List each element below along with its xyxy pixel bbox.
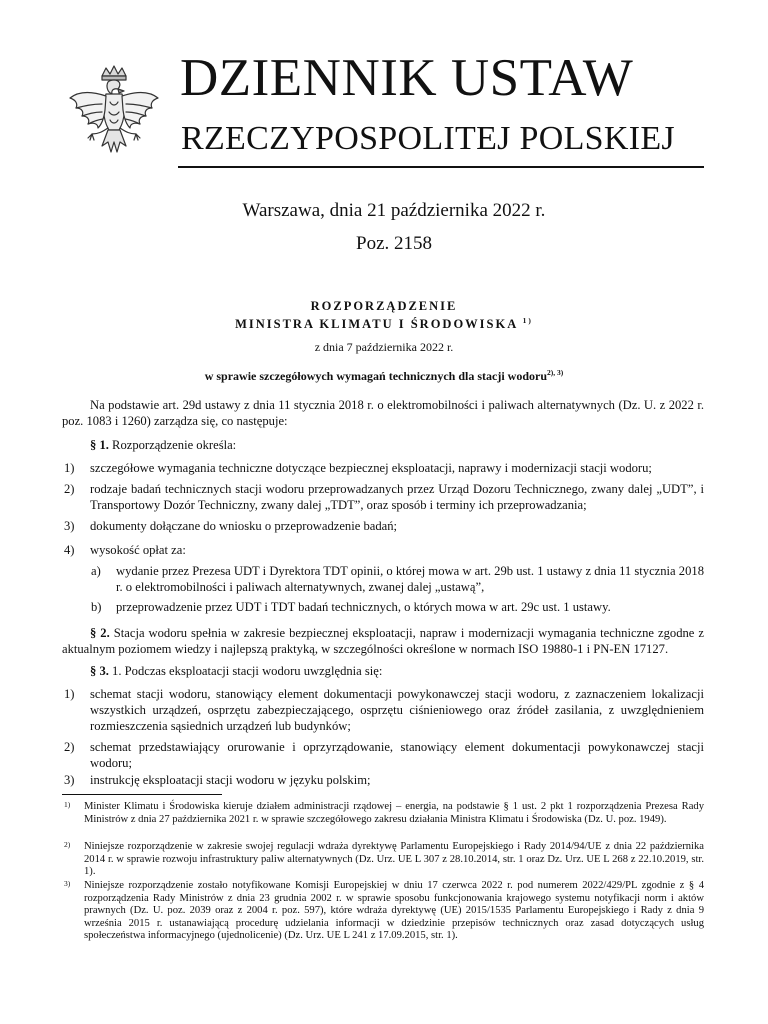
- footnote-text: Minister Klimatu i Środowiska kieruje działem administracji rządowej – energia, na podstawie § 1 ust. 2 pkt 1 rozporządzenia Prezesa Rady Ministrów z dnia 27 października 2021 r. w sprawie szczegółowego zakresu działania Ministra Klimatu i Środowiska (Dz. U. poz. 1949).: [84, 801, 704, 825]
- s3-item-text: schemat przedstawiający orurowanie i oprzyrządowanie, stanowiący element dokumentacji powykonawczej stacji wodoru;: [90, 740, 704, 770]
- section-1-text: Rozporządzenie określa:: [112, 438, 237, 452]
- s3-item-text: instrukcję eksploatacji stacji wodoru w języku polskim;: [90, 773, 371, 787]
- act-subject-text: w sprawie szczegółowych wymagań technicznych dla stacji wodoru: [204, 369, 548, 383]
- section-3-text: 1. Podczas eksploatacji stacji wodoru uwzględnia się:: [112, 664, 383, 678]
- section-1-mark: § 1.: [90, 438, 109, 452]
- s3-item-num: 3): [64, 773, 75, 787]
- s1-item-text: dokumenty dołączane do wniosku o przeprowadzenie badań;: [90, 519, 398, 533]
- s1-item-num: 2): [64, 482, 75, 496]
- act-issuer: [0, 317, 768, 332]
- masthead-divider: [178, 166, 704, 168]
- journal-title: DZIENNIK USTAW: [180, 49, 634, 107]
- section-2: [62, 625, 704, 657]
- s1-item-text: rodzaje badań technicznych stacji wodoru przeprowadzanych przez Urząd Dozoru Technicznego, zwany dalej „UDT”, i Transportowy Dozór Techniczny, zwany dalej „TDT”, oraz sposób i terminy ich przeprowadzania;: [90, 482, 704, 512]
- footnote-num: 1): [64, 800, 71, 809]
- section-1-heading: [62, 437, 704, 453]
- act-type: ROZPORZĄDZENIE: [310, 299, 458, 313]
- section-2-text: Stacja wodoru spełnia w zakresie bezpiecznej eksploatacji, napraw i modernizacji wymagania techniczne zgodne z aktualnym poziomem wiedzy i najlepszą praktyką, w szczególności określone w normach ISO 19880-1 i PN-EN 17127.: [62, 626, 704, 656]
- act-subject: [0, 369, 768, 384]
- s1-item-text: szczegółowe wymagania techniczne dotyczące bezpiecznej eksploatacji, naprawy i modernizacji stacji wodoru;: [90, 461, 652, 475]
- s3-item-num: 2): [64, 740, 75, 754]
- position-number: Poz. 2158: [356, 233, 432, 254]
- journal-subtitle: RZECZYPOSPOLITEJ POLSKIEJ: [181, 120, 675, 157]
- polish-eagle-emblem-icon: [62, 62, 166, 166]
- footnote-num: 2): [64, 840, 71, 849]
- footnote-ref-1: 1): [522, 315, 533, 325]
- section-3-heading: [62, 663, 704, 679]
- s3-item-num: 1): [64, 687, 75, 701]
- preamble: Na podstawie art. 29d ustawy z dnia 11 stycznia 2018 r. o elektromobilności i paliwach alternatywnych (Dz. U. z 2022 r. poz. 1083 i 1260) zarządza się, co następuje:: [62, 398, 704, 428]
- s3-item-text: schemat stacji wodoru, stanowiący element dokumentacji powykonawczej stacji wodoru, z zaznaczeniem lokalizacji wszystkich urządzeń, osprzętu zabezpieczającego, osprzętu ciśnieniowego oraz źródeł zasilania, z uwzględnieniem rozmieszczenia sąsiednich urządzeń lub budynków;: [90, 687, 704, 733]
- footnote-text: Niniejsze rozporządzenie w zakresie swojej regulacji wdraża dyrektywę Parlamentu Europejskiego i Rady 2014/94/UE z dnia 22 października 2014 r. w sprawie rozwoju infrastruktury paliw alternatywnych (Dz. Urz. UE L 307 z 28.10.2014, str. 1 oraz Dz. Urz. UE L 268 z 22.10.2019, str. 1).: [84, 841, 704, 878]
- footnote-divider: [62, 794, 222, 795]
- s1-subitem-num: b): [91, 600, 102, 614]
- s1-item-text: wysokość opłat za:: [90, 543, 186, 557]
- s1-item-num: 4): [64, 543, 75, 557]
- s1-item-num: 1): [64, 461, 75, 475]
- s1-item-num: 3): [64, 519, 75, 533]
- footnote-text: Niniejsze rozporządzenie zostało notyfikowane Komisji Europejskiej w dniu 17 czerwca 2022 r. pod numerem 2022/429/PL zgodnie z § 4 rozporządzenia Rady Ministrów z dnia 23 grudnia 2002 r. w sprawie sposobu funkcjonowania krajowego systemu notyfikacji norm i aktów prawnych (Dz. U. poz. 2039 oraz z 2004 r. poz. 597), które wdraża dyrektywę (UE) 2015/1535 Parlamentu Europejskiego i Rady z dnia 9 września 2015 r. ustanawiającą procedurę udzielania informacji w dziedzinie przepisów technicznych oraz zasad dotyczących usług społeczeństwa informacyjnego (ujednolicenie) (Dz. Urz. UE L 241 z 17.09.2015, str. 1).: [84, 880, 704, 942]
- footnote-num: 3): [64, 879, 71, 888]
- section-3-mark: § 3.: [90, 664, 109, 678]
- footnote-ref-2-3: 2), 3): [547, 368, 564, 377]
- s1-subitem-num: a): [91, 564, 101, 578]
- act-issuer-text: MINISTRA KLIMATU I ŚRODOWISKA: [235, 317, 518, 331]
- section-2-mark: § 2.: [90, 626, 110, 640]
- s1-subitem-text: przeprowadzenie przez UDT i TDT badań technicznych, o których mowa w art. 29c ust. 1 ustawy.: [116, 600, 611, 614]
- act-date: z dnia 7 października 2022 r.: [314, 340, 454, 354]
- publication-dateline: Warszawa, dnia 21 października 2022 r.: [242, 200, 546, 221]
- s1-subitem-text: wydanie przez Prezesa UDT i Dyrektora TDT opinii, o której mowa w art. 29b ust. 1 ustawy z dnia 11 stycznia 2018 r. o elektromobilności i paliwach alternatywnych, zwanej dalej „ustawą”,: [116, 564, 704, 594]
